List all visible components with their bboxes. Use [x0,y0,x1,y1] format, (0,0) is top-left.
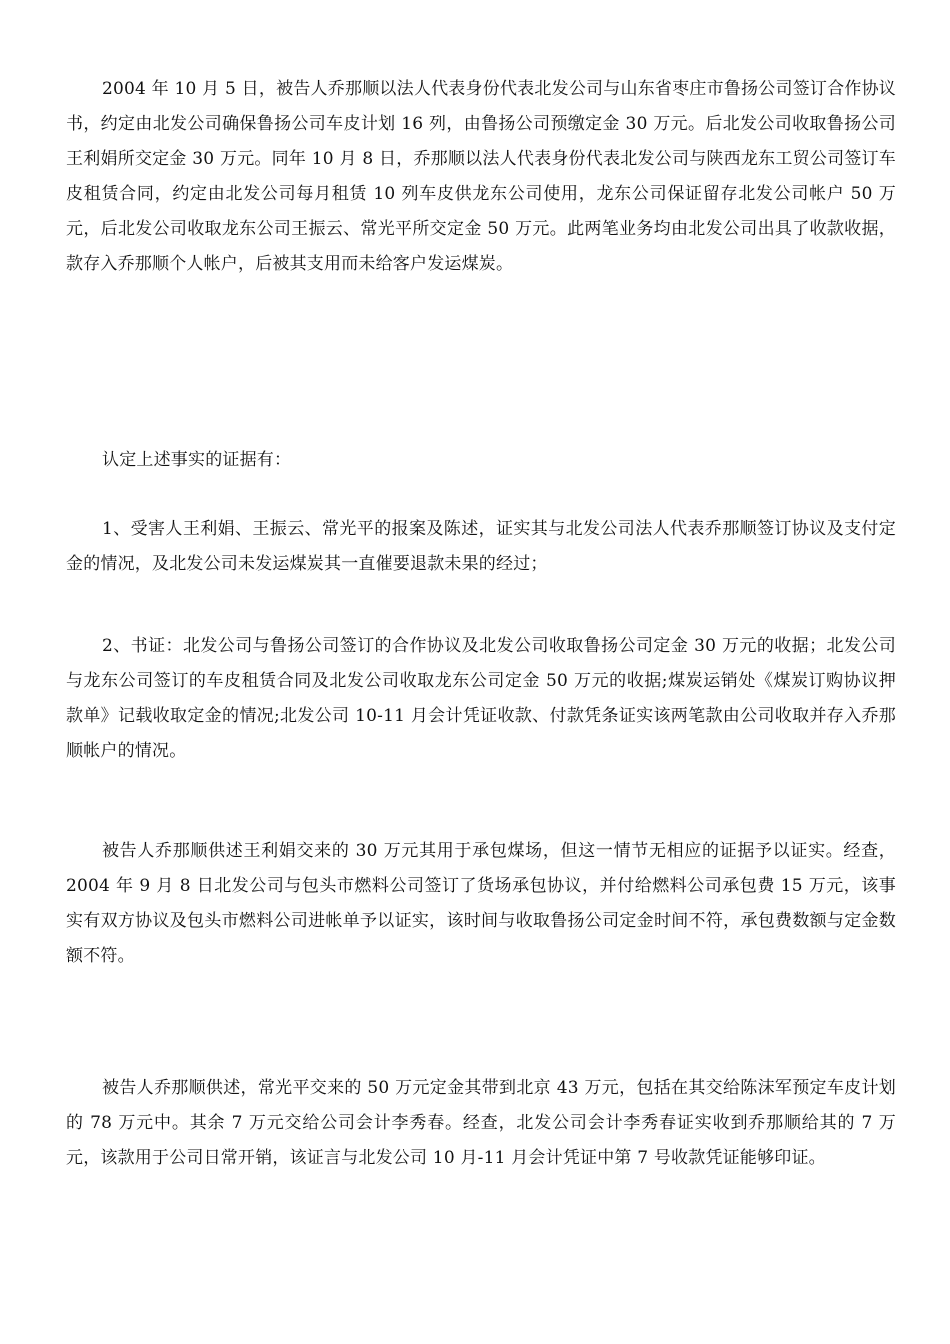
paragraph-defendant-statement-1: 被告人乔那顺供述王利娟交来的 30 万元其用于承包煤场，但这一情节无相应的证据予以证实。经查，2004 年 9 月 8 日北发公司与包头市燃料公司签订了货场承包协议，并付给燃料公司承包费 15 万元，该事实有双方协议及包头市燃料公司进帐单予以证实，该时间与收取鲁扬公司定金时间不符，承包费数额与定金数额不符。 [66,841,896,966]
paragraph-evidence-1: 1、受害人王利娟、王振云、常光平的报案及陈述，证实其与北发公司法人代表乔那顺签订协议及支付定金的情况，及北发公司未发运煤炭其一直催要退款未果的经过； [66,519,896,574]
paragraph-defendant-statement-2: 被告人乔那顺供述，常光平交来的 50 万元定金其带到北京 43 万元，包括在其交给陈沫军预定车皮计划的 78 万元中。其余 7 万元交给公司会计李秀春。经查，北发公司会计李秀春证实收到乔那顺给其的 7 万元，该款用于公司日常开销，该证言与北发公司 10 月-11 月会计凭证中第 7 号收款凭证能够印证。 [66,1078,896,1168]
paragraph-case-facts: 2004 年 10 月 5 日，被告人乔那顺以法人代表身份代表北发公司与山东省枣庄市鲁扬公司签订合作协议书，约定由北发公司确保鲁扬公司车皮计划 16 列，由鲁扬公司预缴定金 30 万元。后北发公司收取鲁扬公司王利娟所交定金 30 万元。同年 10 月 8 日，乔那顺以法人代表身份代表北发公司与陕西龙东工贸公司签订车皮租赁合同，约定由北发公司每月租赁 10 列车皮供龙东公司使用，龙东公司保证留存北发公司帐户 50 万元，后北发公司收取龙东公司王振云、常光平所交定金 50 万元。此两笔业务均由北发公司出具了收款收据，款存入乔那顺个人帐户，后被其支用而未给客户发运煤炭。 [66,79,896,274]
paragraph-evidence-intro: 认定上述事实的证据有： [102,450,292,470]
paragraph-evidence-2: 2、书证：北发公司与鲁扬公司签订的合作协议及北发公司收取鲁扬公司定金 30 万元的收据；北发公司与龙东公司签订的车皮租赁合同及北发公司收取龙东公司定金 50 万元的收据;煤炭运销处《煤炭订购协议押款单》记载收取定金的情况;北发公司 10-11 月会计凭证收款、付款凭条证实该两笔款由公司收取并存入乔那顺帐户的情况。 [66,636,896,761]
